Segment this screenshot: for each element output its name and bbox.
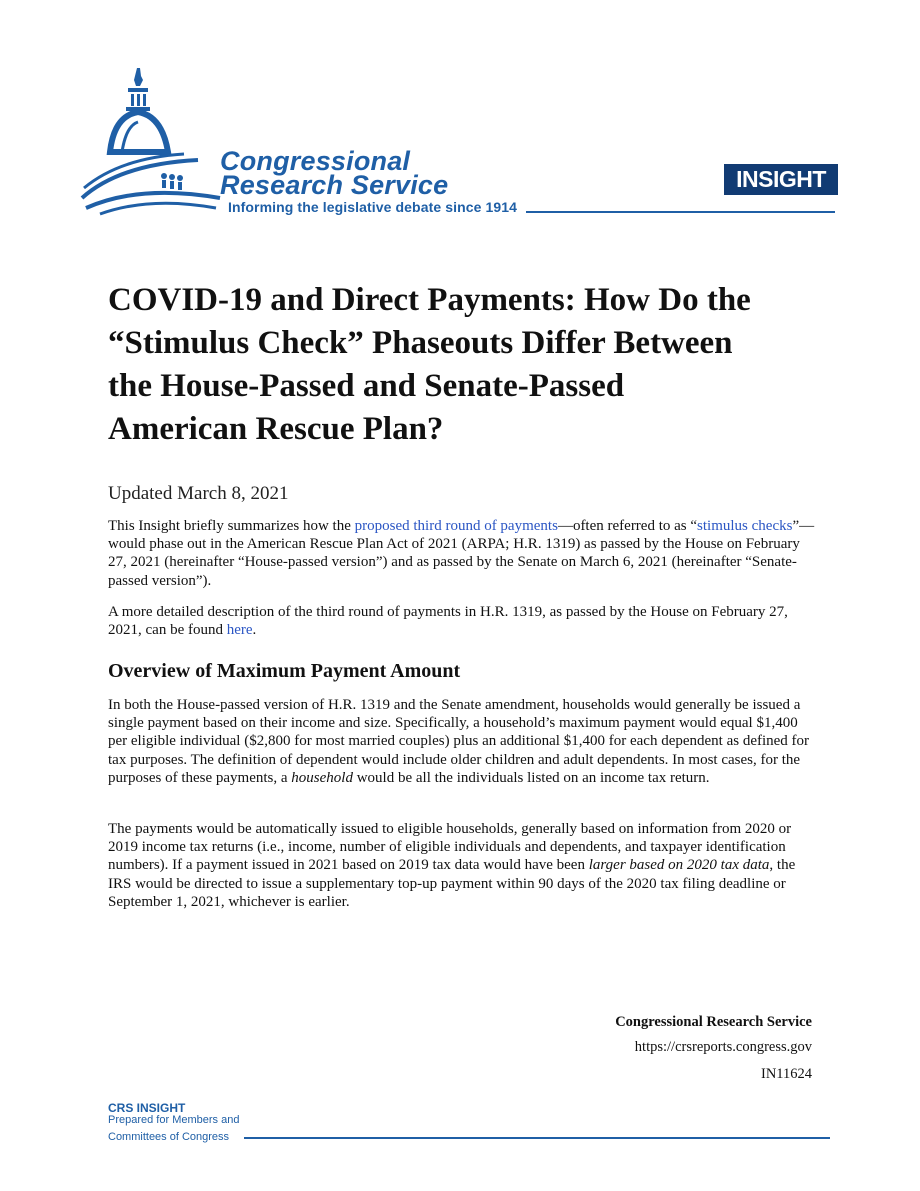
org-name-line2: Research Service [220, 170, 449, 200]
page-title [108, 279, 828, 451]
crs-insight-label: CRS INSIGHT [108, 1101, 186, 1115]
emphasis-household: household [291, 769, 353, 786]
text-run: —often referred to as “ [557, 518, 698, 534]
footer-rule [244, 1137, 830, 1139]
header-rule [526, 211, 835, 213]
text-run: A more detailed description of the third round of payments in H.R. 1319, as passed by the House on February 27, 2021, can be found [108, 604, 788, 639]
text-run: . [252, 622, 257, 639]
prepared-for-line1: Prepared for Members and [108, 1114, 240, 1126]
insight-badge: INSIGHT [724, 164, 838, 195]
section-heading: Overview of Maximum Payment Amount [108, 660, 461, 682]
intro-paragraph-1 [108, 517, 820, 590]
intro-paragraph-2 [108, 603, 820, 639]
title-line: the House-Passed and Senate-Passed [108, 368, 625, 404]
text-run: , the IRS would be directed to issue a supplementary top-up payment within 90 days of the 2020 tax filing deadline or September 1, 2021, whichever is earlier. [108, 857, 796, 910]
crs-capitol-dome-logo [80, 66, 230, 216]
here-link[interactable]: here [226, 622, 253, 639]
section-paragraph-2 [108, 820, 820, 911]
stimulus-checks-link[interactable]: stimulus checks [697, 518, 793, 534]
title-line: American Rescue Plan? [108, 411, 444, 447]
text-run: In both the House-passed version of H.R. 1319 and the Senate amendment, households would generally be issued a single payment based on their income and size. Specifically, a household’s maximum payment would equal $1,400 per eligible individual ($2,800 for most married couples) plus an additional $1,400 for each dependent as defined for tax purposes. The definition of dependent would include older children and adult dependents. In most cases, for the purposes of these payments, a [108, 697, 810, 786]
footer-url[interactable]: https://crsreports.congress.gov [634, 1039, 812, 1055]
text-run: This Insight briefly summarizes how the [108, 518, 355, 534]
title-line: “Stimulus Check” Phaseouts Differ Between [108, 325, 733, 361]
title-line: COVID-19 and Direct Payments: How Do the [108, 282, 751, 318]
proposed-payments-link[interactable]: proposed third round of payments [354, 518, 558, 534]
org-tagline: Informing the legislative debate since 1914 [228, 199, 518, 215]
text-run: The payments would be automatically issued to eligible households, generally based on information from 2020 or 2019 income tax returns (i.e., income, number of eligible individuals and dependents, and taxpayer identification numbers). If a payment issued in 2021 based on 2019 tax data would have been [108, 821, 792, 874]
text-run: ”—would phase out in the American Rescue Plan Act of 2021 (ARPA; H.R. 1319) as passed by the House on February 27, 2021 (hereinafter “House-passed version”) and as passed by the Senate on March 6, 2021 (hereinafter “Senate-passed version”). [108, 518, 815, 589]
footer-report-id: IN11624 [760, 1066, 812, 1082]
footer-org: Congressional Research Service [615, 1014, 812, 1030]
section-paragraph-1 [108, 696, 820, 787]
text-run: would be all the individuals listed on an income tax return. [352, 769, 710, 786]
emphasis-2020-tax-data: larger based on 2020 tax data [588, 857, 770, 874]
updated-date: Updated March 8, 2021 [108, 483, 289, 504]
prepared-for-line2: Committees of Congress [108, 1131, 230, 1143]
org-name-line1: Congressional [220, 146, 411, 176]
